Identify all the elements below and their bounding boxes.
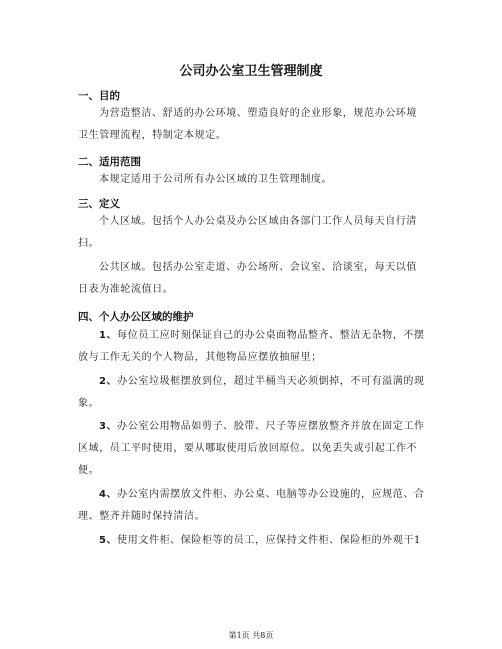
page-footer: 第1页 共8页 [228,631,274,640]
paragraph-public-area: 公共区域。包括办公室走道、办公场所、会议室、洽谈室，每天以值日表为准轮流值日。 [78,262,417,295]
item-text: 每位员工应时刻保证自己的办公桌面物品整齐、整洁无杂物，不摆放与工作无关的个人物品，其他物品应摆放抽屉里； [78,330,425,363]
list-item-2 [78,371,426,415]
paragraph-personal-area: 个人区域。包括个人办公桌及办公区域由各部门工作人员每天自行清扫。 [78,216,417,249]
item-text: 办公室垃圾框摆放到位，超过半桶当天必须倒掉，不可有溢满的现象。 [78,376,425,409]
item-number: 5、 [99,535,118,546]
list-item-3 [78,416,426,482]
section-heading-personal-maintenance: 四、个人办公区域的维护 [78,311,194,323]
paragraph-purpose: 为营造整洁、舒适的办公环境、塑造良好的企业形象，规范办公环境卫生管理流程，特制定本规定。 [78,108,417,141]
item-text: 办公室公用物品如剪子、胶带、尺子等应摆放整齐并放在固定工作区域，员工平时使用，要从哪取使用后放回原位。以免丢失或引起工作不便。 [78,421,425,476]
list-item-1 [78,325,426,369]
paragraph-scope: 本规定适用于公司所有办公区域的卫生管理制度。 [99,174,333,185]
document-title: 公司办公室卫生管理制度 [179,64,323,79]
section-heading-purpose: 一、目的 [78,90,120,102]
item-number: 1、 [99,330,118,341]
section-heading-scope: 二、适用范围 [78,156,141,168]
item-text: 使用文件柜、保险柜等的员工，应保持文件柜、保险柜的外观干1 [117,535,421,546]
item-number: 2、 [99,376,118,387]
section-heading-definition: 三、定义 [78,198,120,210]
list-item-4 [78,484,426,528]
item-text: 办公室内需摆放文件柜、办公桌、电脑等办公设施的，应规范、合理、整齐并随时保持清洁。 [78,489,425,522]
item-number: 3、 [99,421,118,432]
item-number: 4、 [99,489,118,500]
list-item-5 [78,530,426,552]
